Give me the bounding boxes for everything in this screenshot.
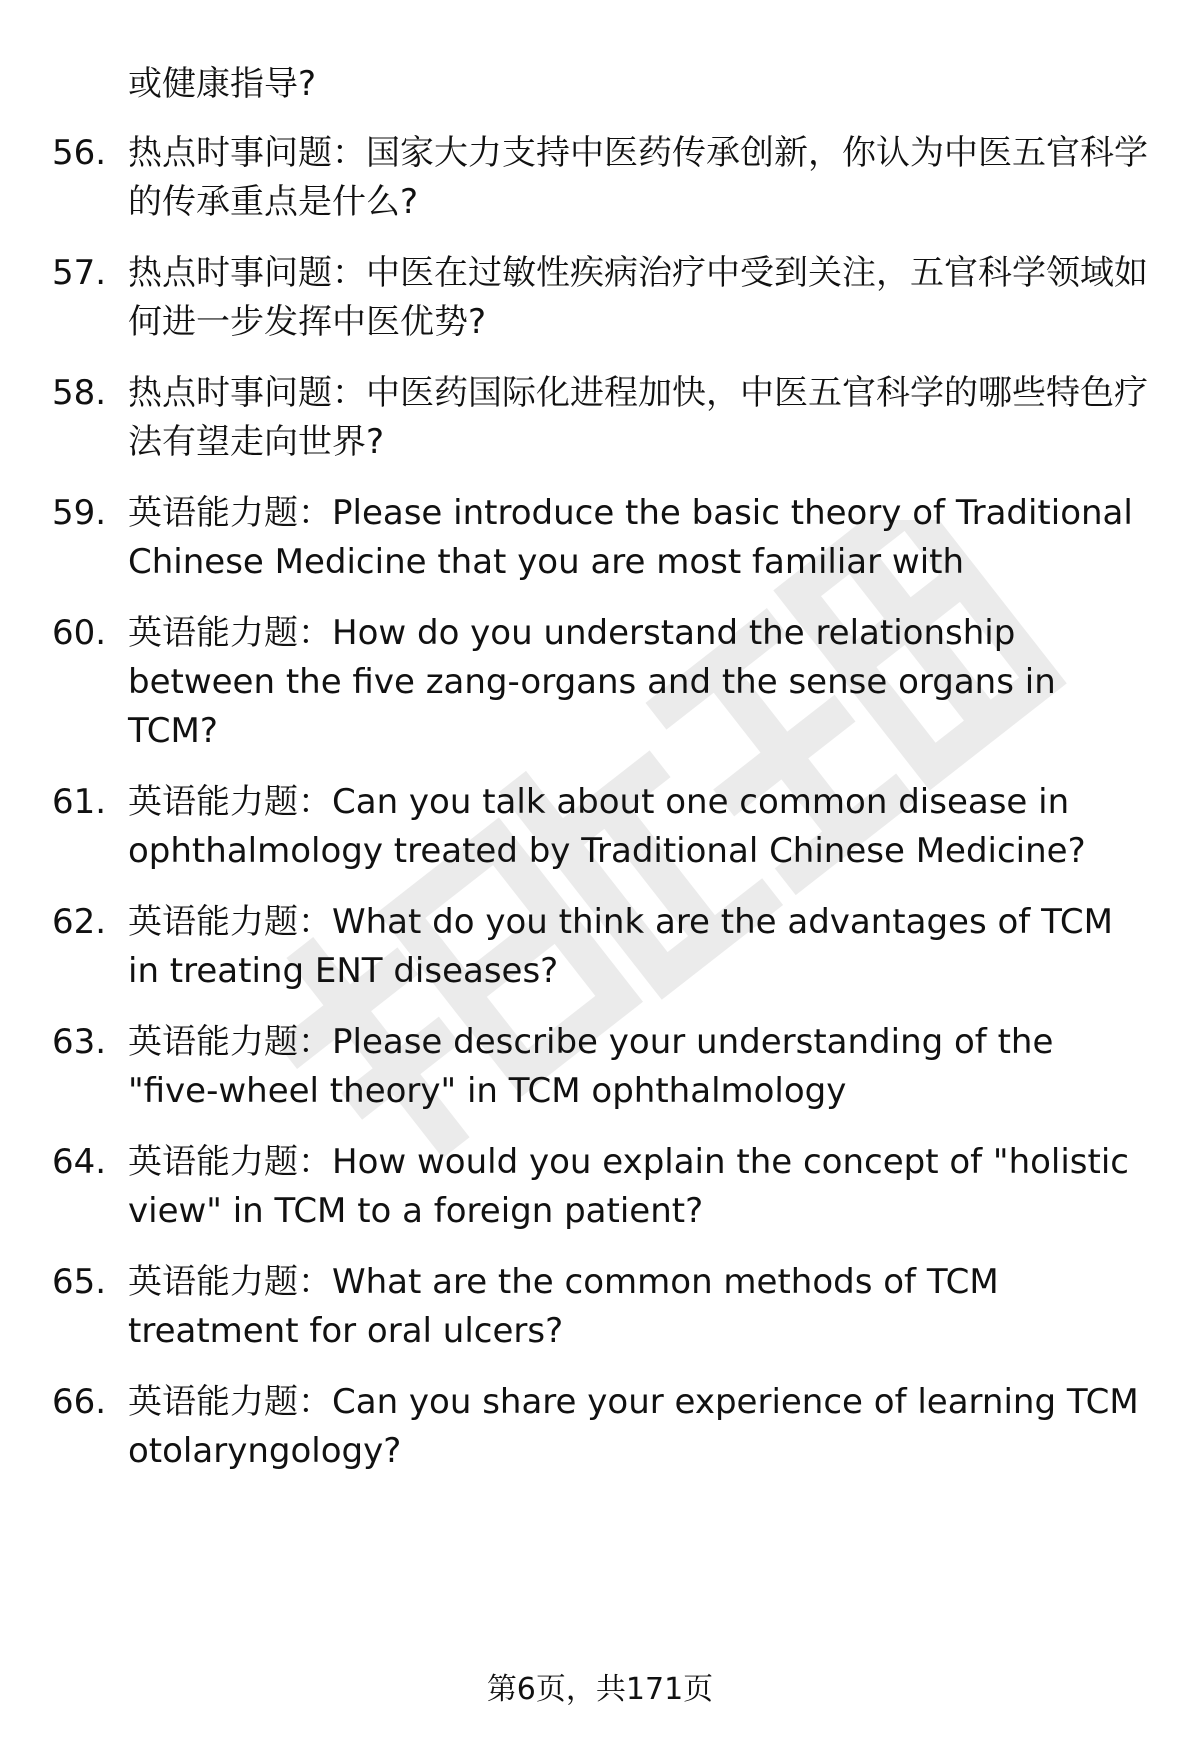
question-text: 热点时事问题：中医药国际化进程加快，中医五官科学的哪些特色疗法有望走向世界? <box>128 373 1148 462</box>
question-number: 58. <box>52 373 107 413</box>
question-list <box>52 129 1152 1476</box>
question-item <box>52 1138 1152 1236</box>
question-text: 英语能力题：Can you share your experience of learning TCM otolaryngology? <box>128 1382 1139 1471</box>
question-number: 64. <box>52 1142 107 1182</box>
question-number: 65. <box>52 1262 107 1302</box>
question-item <box>52 369 1152 467</box>
question-number: 56. <box>52 133 107 173</box>
question-number: 62. <box>52 902 107 942</box>
content-area <box>52 60 1152 1476</box>
question-text: 英语能力题：Please describe your understanding of the "five-wheel theory" in TCM ophthalmology <box>128 1022 1054 1111</box>
question-number: 59. <box>52 493 107 533</box>
question-text: 英语能力题：What do you think are the advantages of TCM in treating ENT diseases? <box>128 902 1113 991</box>
question-item <box>52 1378 1152 1476</box>
question-item <box>52 129 1152 227</box>
page-footer: 第6页，共171页 <box>486 1672 714 1707</box>
question-item <box>52 249 1152 347</box>
question-number: 61. <box>52 782 107 822</box>
question-item <box>52 609 1152 756</box>
question-number: 63. <box>52 1022 107 1062</box>
question-text: 英语能力题：Can you talk about one common disease in ophthalmology treated by Traditional Chinese Medicine? <box>128 782 1086 871</box>
question-number: 60. <box>52 613 107 653</box>
question-text: 英语能力题：How would you explain the concept of "holistic view" in TCM to a foreign patient? <box>128 1142 1129 1231</box>
question-item <box>52 1258 1152 1356</box>
question-text: 热点时事问题：国家大力支持中医药传承创新，你认为中医五官科学的传承重点是什么? <box>128 133 1148 222</box>
question-number: 57. <box>52 253 107 293</box>
question-text: 英语能力题：What are the common methods of TCM treatment for oral ulcers? <box>128 1262 999 1351</box>
question-item <box>52 489 1152 587</box>
question-item <box>52 1018 1152 1116</box>
question-text: 热点时事问题：中医在过敏性疾病治疗中受到关注，五官科学领域如何进一步发挥中医优势? <box>128 253 1148 342</box>
question-text: 英语能力题：Please introduce the basic theory of Traditional Chinese Medicine that you are most familiar with <box>128 493 1133 582</box>
continuation-text: 或健康指导? <box>128 64 317 104</box>
question-text: 英语能力题：How do you understand the relationship between the five zang-organs and the sense organs in TCM? <box>128 613 1056 751</box>
question-item <box>52 778 1152 876</box>
question-number: 66. <box>52 1382 107 1422</box>
question-item <box>52 898 1152 996</box>
